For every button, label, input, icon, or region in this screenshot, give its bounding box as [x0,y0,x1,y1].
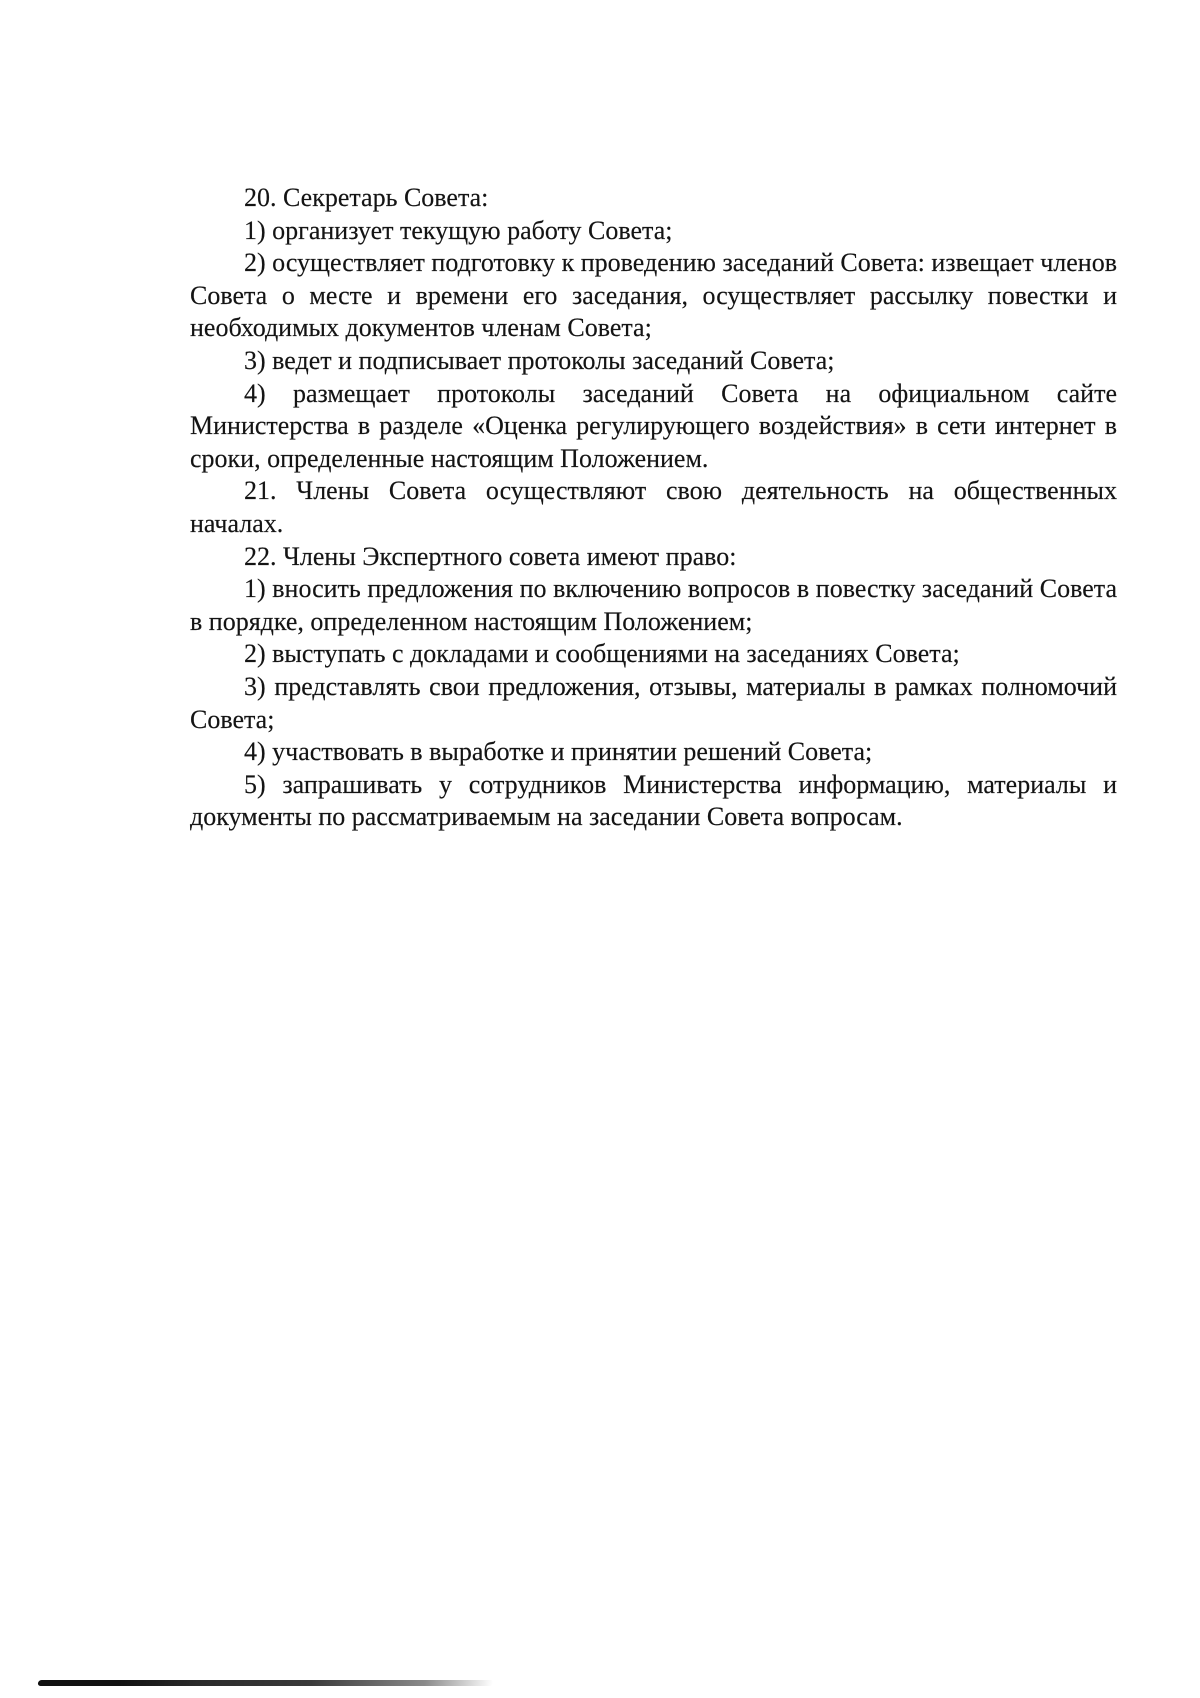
paragraph-21: 21. Члены Совета осуществляют свою деятельность на общественных началах. [190,476,1117,538]
paragraph-22-item-5: 5) запрашивать у сотрудников Министерства информацию, материалы и документы по рассматриваемым на заседании Совета вопросам. [190,769,1117,832]
scan-edge-mark [37,1680,493,1686]
paragraph-22-item-4: 4) участвовать в выработке и принятии решений Совета; [244,737,873,767]
paragraph-22-item-3: 3) представлять свои предложения, отзывы, материалы в рамках полномочий Совета; [190,671,1117,734]
paragraph-20-item-2: 2) осуществляет подготовку к проведению заседаний Совета: извещает членов Совета о месте и времени его заседания, осуществляет рассылку повестки и необходимых документов членам Совета; [190,248,1117,343]
paragraph-20-item-4: 4) размещает протоколы заседаний Совета на официальном сайте Министерства в разделе «Оценка регулирующего воздействия» в сети интернет в сроки, определенные настоящим Положением. [190,378,1117,473]
document-body [190,182,1117,834]
paragraph-22-heading: 22. Члены Экспертного совета имеют право: [244,541,737,571]
paragraph-20-heading: 20. Секретарь Совета: [244,183,489,212]
paragraph-22-item-1: 1) вносить предложения по включению вопросов в повестку заседаний Совета в порядке, определенном настоящим Положением; [190,574,1117,636]
paragraph-20-item-3: 3) ведет и подписывает протоколы заседаний Совета; [244,345,835,375]
paragraph-22-item-2: 2) выступать с докладами и сообщениями на заседаниях Совета; [244,639,960,669]
paragraph-20-item-1: 1) организует текущую работу Совета; [244,215,673,245]
